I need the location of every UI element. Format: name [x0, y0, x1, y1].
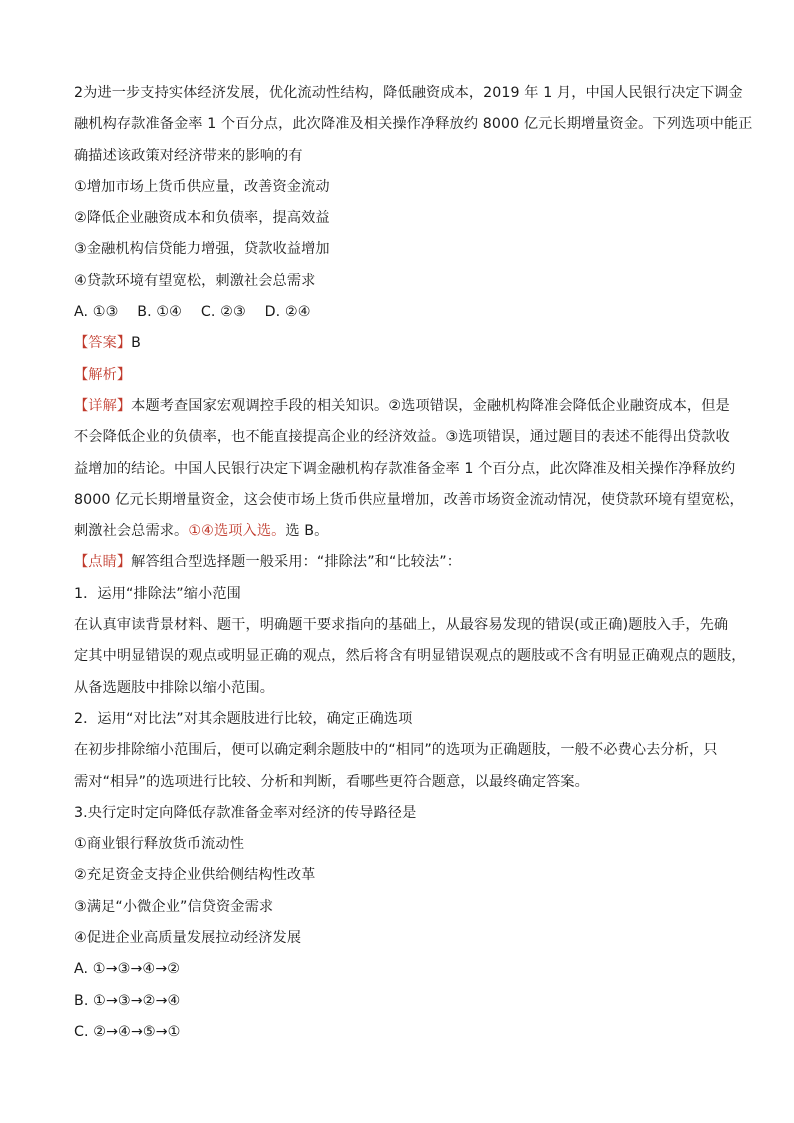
tip-1-title: 1．运用“排除法”缩小范围: [74, 585, 241, 602]
analysis-line: [74, 360, 724, 391]
detail-tag: 【详解】: [74, 397, 132, 414]
question-2: [74, 78, 753, 798]
answer-value: B: [131, 335, 141, 352]
detail-line: 8000 亿元长期增量资金，这会使市场上货币供应量增加，改善市场资金流动情况，使贷款环境有望宽松，: [74, 491, 744, 508]
question-3-option: ①商业银行释放货币流动性: [74, 836, 244, 853]
tip-1-line: 在认真审读背景材料、题干，明确题干要求指向的基础上，从最容易发现的错误(或正确)题肢入手，先确: [74, 617, 729, 634]
question-2-stem-line: 确描述该政策对经济带来的影响的有: [74, 147, 303, 164]
tip-2-title: 2．运用“对比法”对其余题肢进行比较，确定正确选项: [74, 710, 413, 727]
detail-text: 选 B。: [285, 523, 329, 540]
detail-highlight: ①④选项入选。: [188, 523, 286, 540]
question-2-stem-line: 融机构存款准备金率 1 个百分点，此次降准及相关操作净释放约 8000 亿元长期增量资金。下列选项中能正: [74, 116, 753, 133]
question-3-option: ③满足“小微企业”信贷资金需求: [74, 898, 274, 915]
question-2-choices: A. ①③ B. ①④ C. ②③ D. ②④: [74, 304, 311, 321]
detail-line: 益增加的结论。中国人民银行决定下调金融机构存款准备金率 1 个百分点，此次降准及相关操作净释放约: [74, 460, 736, 477]
tip-1-line: 定其中明显错误的观点或明显正确的观点，然后将含有明显错误观点的题肢或不含有明显正确观点的题肢，: [74, 648, 746, 665]
question-3-option: ④促进企业高质量发展拉动经济发展: [74, 930, 302, 947]
question-3: [74, 798, 724, 1048]
question-2-stem-line: 2为进一步支持实体经济发展，优化流动性结构，降低融资成本，2019 年 1 月，中国人民银行决定下调金: [74, 85, 743, 101]
question-2-option: ④贷款环境有望宽松，刺激社会总需求: [74, 272, 316, 289]
question-3-choice: A. ①→③→④→②: [74, 961, 181, 978]
detail-line: [74, 391, 730, 422]
tip-2-line: 需对“相异”的选项进行比较、分析和判断，看哪些更符合题意，以最终确定答案。: [74, 773, 589, 790]
tip-1-line: 从备选题肢中排除以缩小范围。: [74, 679, 275, 696]
answer-line: [74, 328, 724, 359]
detail-line: 不会降低企业的负债率，也不能直接提高企业的经济效益。③选项错误，通过题目的表述不能得出贷款收: [74, 429, 730, 446]
question-2-option: ①增加市场上货币供应量，改善资金流动: [74, 178, 330, 195]
tip-tag: 【点睛】: [74, 554, 132, 571]
tip-2-line: 在初步排除缩小范围后，便可以确定剩余题肢中的“相同”的选项为正确题肢，一般不必费心去分析，只: [74, 742, 718, 759]
detail-line: [74, 516, 724, 547]
detail-text: 刺激社会总需求。: [74, 523, 189, 540]
tip-line: [74, 547, 724, 578]
answer-tag: 【答案】: [74, 335, 132, 352]
question-3-choice: B. ①→③→②→④: [74, 992, 181, 1009]
analysis-tag: 【解析】: [74, 366, 132, 383]
question-3-choice: C. ②→④→⑤→①: [74, 1023, 181, 1040]
question-2-option: ②降低企业融资成本和负债率，提高效益: [74, 210, 330, 227]
question-2-option: ③金融机构信贷能力增强，贷款收益增加: [74, 241, 330, 258]
document-page: [74, 78, 753, 1048]
question-3-stem: 3.央行定时定向降低存款准备金率对经济的传导路径是: [74, 804, 417, 821]
question-3-option: ②充足资金支持企业供给侧结构性改革: [74, 867, 316, 884]
tip-intro: 解答组合型选择题一般采用：“排除法”和“比较法”：: [131, 554, 461, 571]
detail-text: 本题考查国家宏观调控手段的相关知识。②选项错误，金融机构降准会降低企业融资成本，但是: [131, 397, 730, 414]
